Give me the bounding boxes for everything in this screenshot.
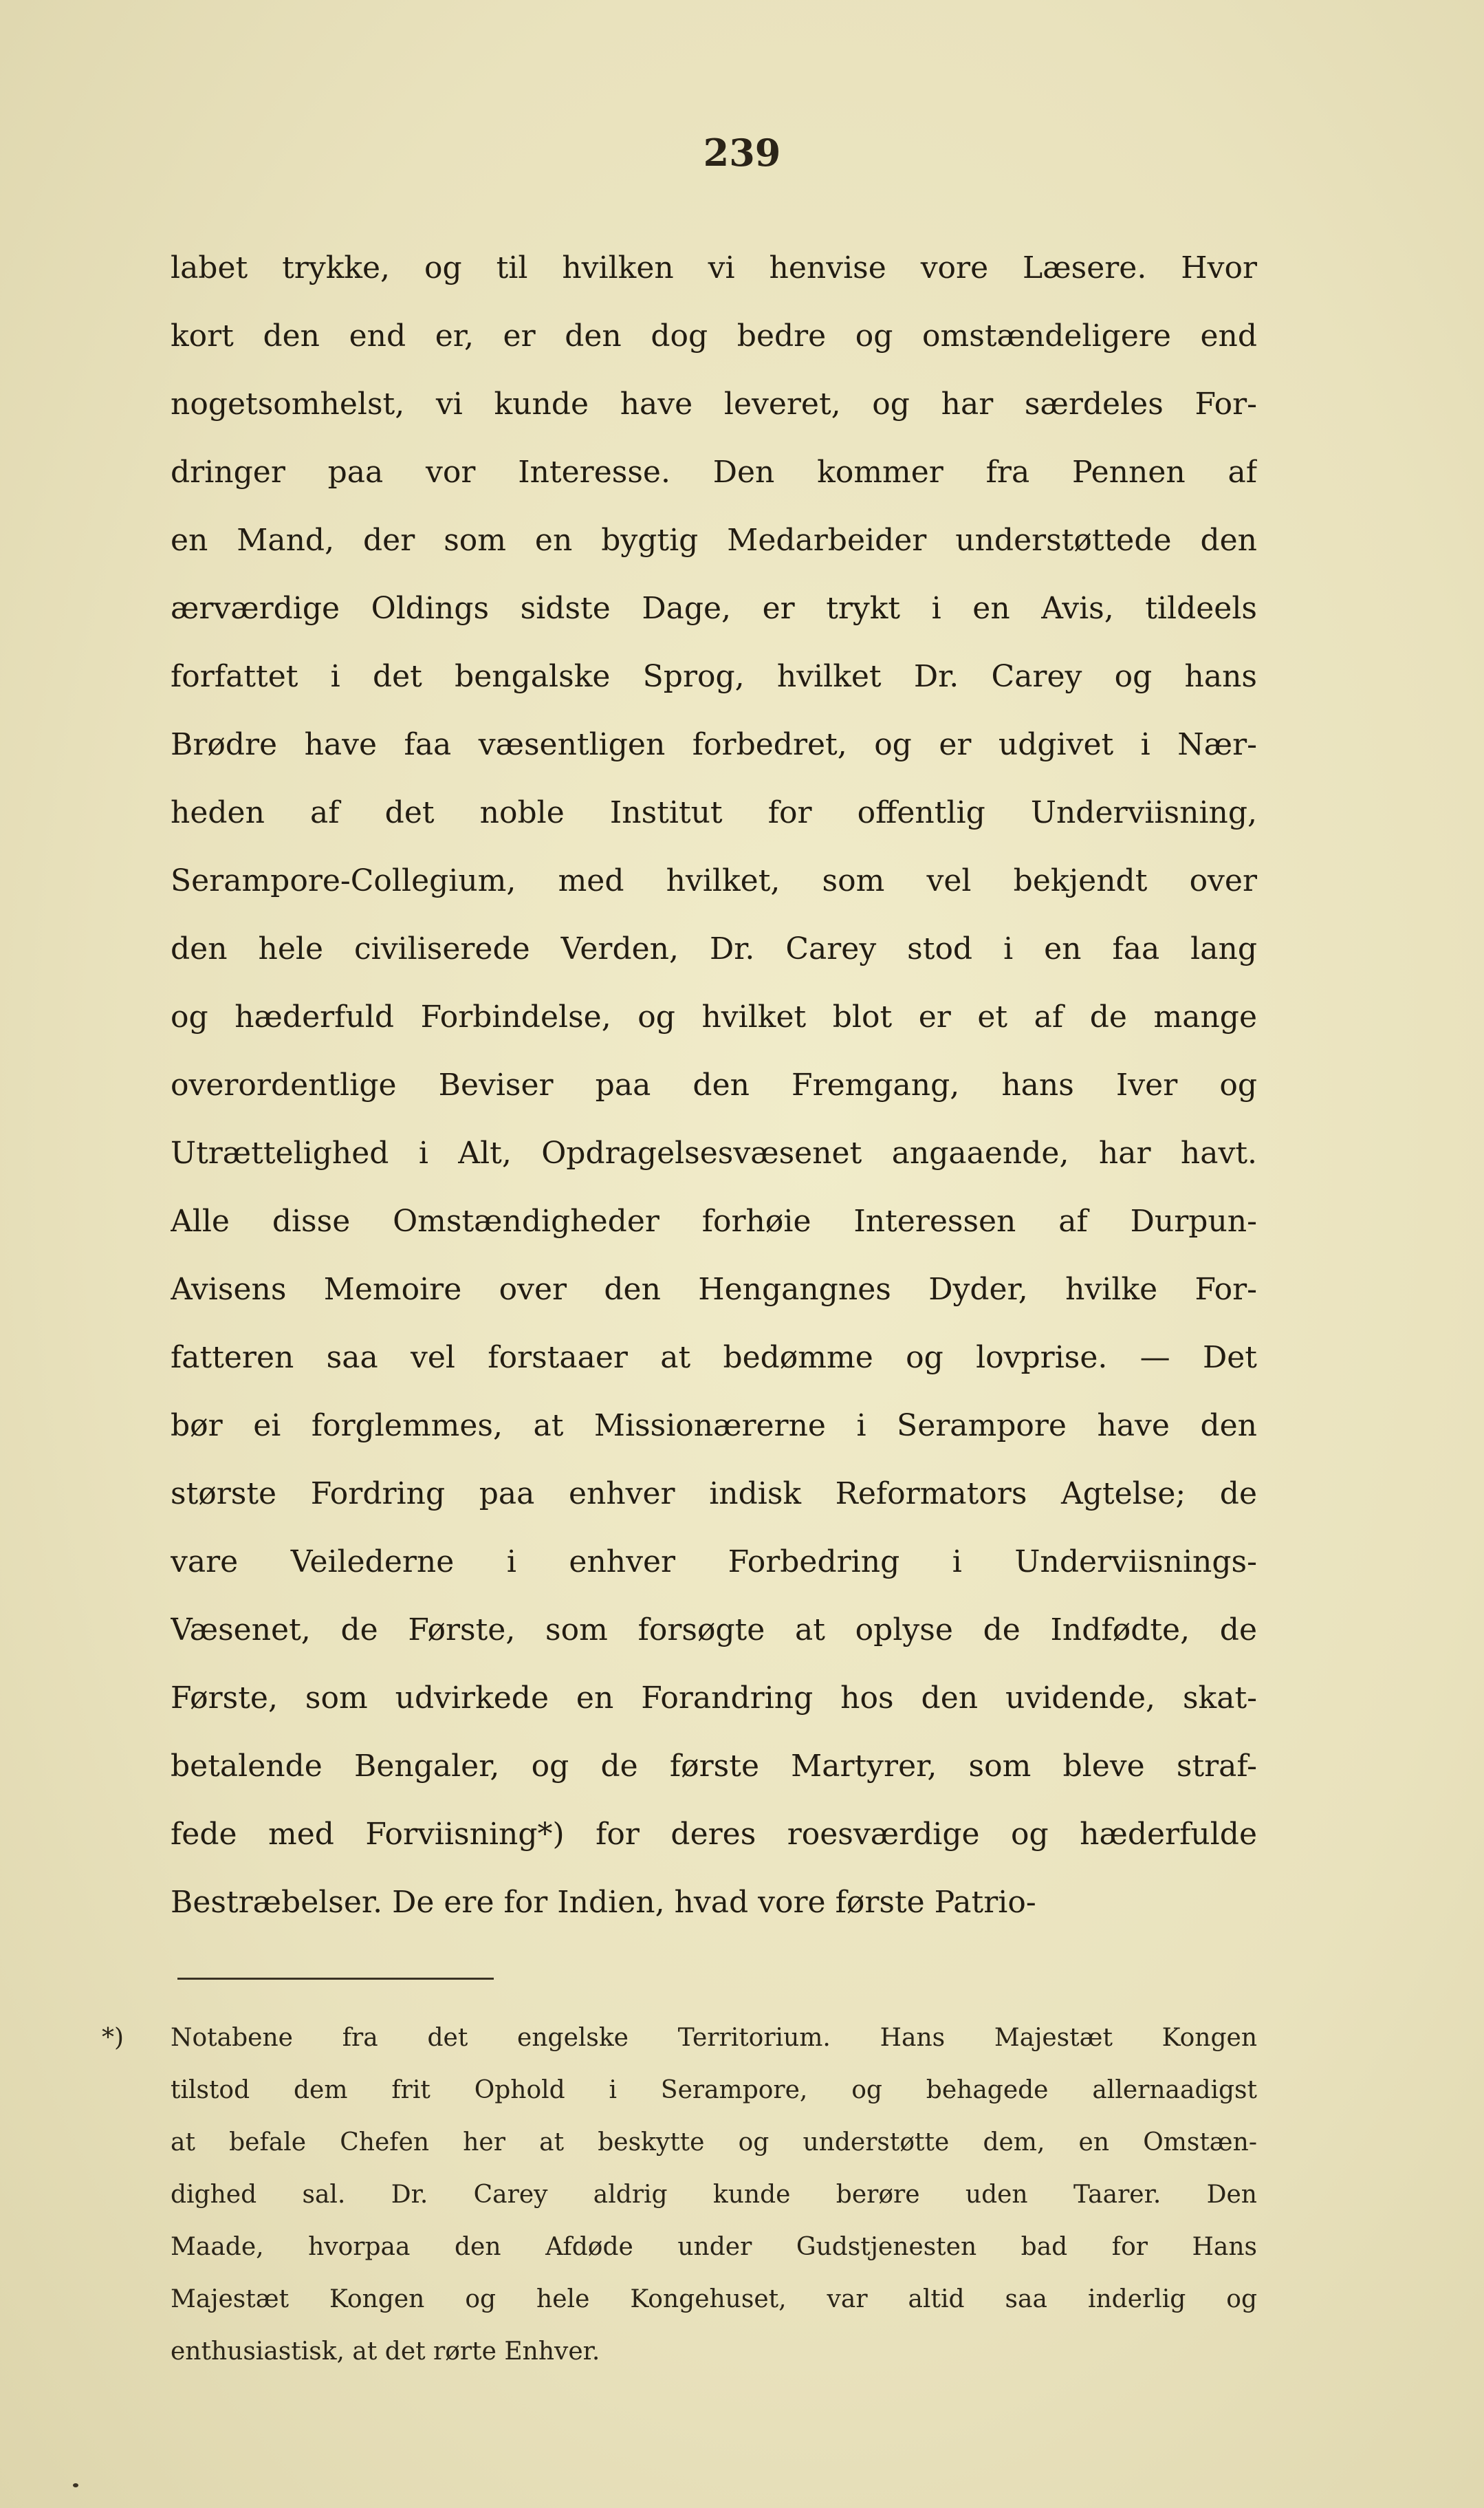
text-line: Væsenet, de Første, som forsøgte at oplyse de Indfødte, de (171, 1612, 1257, 1647)
text-line: en Mand, der som en bygtig Medarbeider understøttede den (171, 523, 1257, 558)
text-line: ærværdige Oldings sidste Dage, er trykt i en Avis, tildeels (171, 591, 1257, 626)
text-line: Bestræbelser. De ere for Indien, hvad vore første Patrio- (171, 1885, 1036, 1920)
text-line: Utrættelighed i Alt, Opdragelsesvæsenet angaaende, har havt. (171, 1136, 1257, 1171)
text-line: betalende Bengaler, og de første Martyrer, som bleve straf- (171, 1749, 1257, 1784)
text-line: fede med Forviisning*) for deres roesværdige og hæderfulde (171, 1817, 1257, 1852)
text-line: den hele civiliserede Verden, Dr. Carey stod i en faa lang (171, 931, 1257, 966)
footnote-line: at befale Chefen her at beskytte og understøtte dem, en Omstæn- (171, 2128, 1257, 2156)
ink-speck (73, 2483, 78, 2487)
footnote-marker: *) (102, 2024, 124, 2052)
text-line: Serampore-Collegium, med hvilket, som vel bekjendt over (171, 863, 1257, 898)
text-line: kort den end er, er den dog bedre og omstændeligere end (171, 318, 1257, 354)
footnote-line (102, 2012, 1257, 2064)
footnote-divider (177, 1978, 494, 1980)
text-line: heden af det noble Institut for offentlig Underviisning, (171, 795, 1257, 830)
text-line: overordentlige Beviser paa den Fremgang, hans Iver og (171, 1068, 1257, 1103)
body-text (171, 234, 1257, 1936)
text-line: vare Veilederne i enhver Forbedring i Underviisnings- (171, 1544, 1257, 1579)
text-line: forfattet i det bengalske Sprog, hvilket Dr. Carey og hans (171, 659, 1257, 694)
text-line: labet trykke, og til hvilken vi henvise vore Læsere. Hvor (171, 250, 1257, 285)
footnote-line: Maade, hvorpaa den Afdøde under Gudstjenesten bad for Hans (171, 2233, 1257, 2261)
text-line: dringer paa vor Interesse. Den kommer fra Pennen af (171, 455, 1257, 490)
text-line: største Fordring paa enhver indisk Reformators Agtelse; de (171, 1476, 1257, 1511)
text-line: Avisens Memoire over den Hengangnes Dyder, hvilke For- (171, 1272, 1257, 1307)
text-line: bør ei forglemmes, at Missionærerne i Serampore have den (171, 1408, 1257, 1443)
text-line: Brødre have faa væsentligen forbedret, og er udgivet i Nær- (171, 727, 1257, 762)
footnote-line: dighed sal. Dr. Carey aldrig kunde berøre uden Taarer. Den (171, 2181, 1257, 2209)
text-line: Alle disse Omstændigheder forhøie Interessen af Durpun- (171, 1204, 1257, 1239)
text-line: og hæderfuld Forbindelse, og hvilket blot er et af de mange (171, 999, 1257, 1035)
text-line: nogetsomhelst, vi kunde have leveret, og har særdeles For- (171, 387, 1257, 422)
footnote-line-text: Notabene fra det engelske Territorium. Hans Majestæt Kongen (171, 2024, 1257, 2052)
footnote (102, 2012, 1257, 2378)
footnote-line: enthusiastisk, at det rørte Enhver. (171, 2337, 600, 2366)
text-line: Første, som udvirkede en Forandring hos den uvidende, skat- (171, 1680, 1257, 1716)
text-line: fatteren saa vel forstaaer at bedømme og lovprise. — Det (171, 1340, 1257, 1375)
footnote-line: tilstod dem frit Ophold i Serampore, og behagede allernaadigst (171, 2076, 1257, 2104)
page-number: 239 (703, 131, 781, 175)
footnote-line: Majestæt Kongen og hele Kongehuset, var altid saa inderlig og (171, 2285, 1257, 2313)
